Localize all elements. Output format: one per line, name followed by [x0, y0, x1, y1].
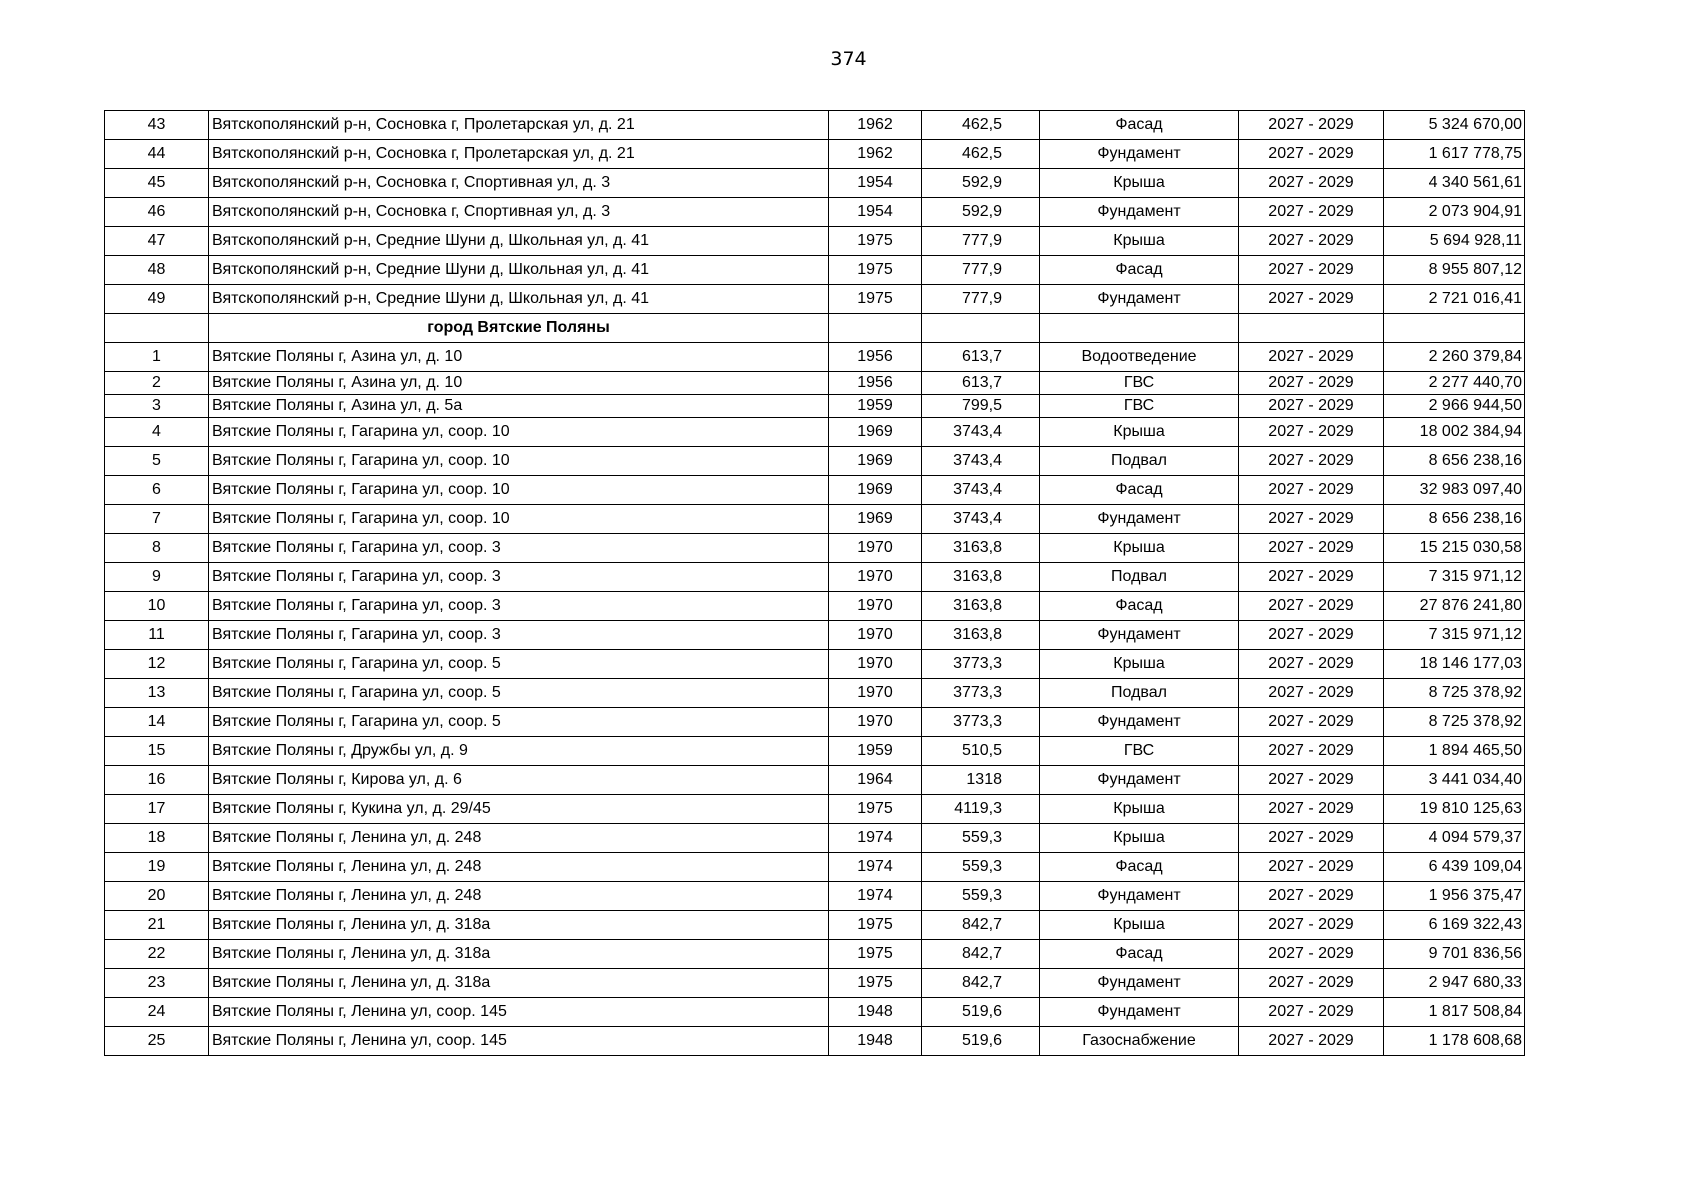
row-build-year: 1956 [829, 343, 922, 372]
row-number: 25 [105, 1027, 209, 1056]
table-row [105, 343, 1525, 372]
row-area: 4119,3 [922, 795, 1040, 824]
row-work-type: Фасад [1040, 853, 1239, 882]
row-work-type: ГВС [1040, 372, 1239, 395]
row-address: Вятские Поляны г, Ленина ул, д. 318а [209, 969, 829, 998]
row-work-type: Газоснабжение [1040, 1027, 1239, 1056]
row-cost: 7 315 971,12 [1384, 621, 1525, 650]
row-period: 2027 - 2029 [1239, 882, 1384, 911]
row-number: 47 [105, 227, 209, 256]
row-cost: 8 955 807,12 [1384, 256, 1525, 285]
table-row [105, 998, 1525, 1027]
table-row [105, 621, 1525, 650]
row-cost: 19 810 125,63 [1384, 795, 1525, 824]
row-number: 43 [105, 111, 209, 140]
table-row [105, 395, 1525, 418]
section-title: город Вятские Поляны [209, 314, 829, 343]
row-work-type: Крыша [1040, 169, 1239, 198]
row-period: 2027 - 2029 [1239, 679, 1384, 708]
row-area: 3163,8 [922, 563, 1040, 592]
row-area: 799,5 [922, 395, 1040, 418]
table-row [105, 111, 1525, 140]
row-build-year: 1970 [829, 650, 922, 679]
row-number: 18 [105, 824, 209, 853]
row-number: 1 [105, 343, 209, 372]
table-row [105, 372, 1525, 395]
row-cost: 2 947 680,33 [1384, 969, 1525, 998]
row-work-type: Крыша [1040, 650, 1239, 679]
row-period: 2027 - 2029 [1239, 285, 1384, 314]
row-address: Вятские Поляны г, Азина ул, д. 10 [209, 372, 829, 395]
row-build-year: 1975 [829, 940, 922, 969]
table-body [105, 111, 1525, 1056]
row-address: Вятские Поляны г, Ленина ул, соор. 145 [209, 998, 829, 1027]
row-address: Вятские Поляны г, Кирова ул, д. 6 [209, 766, 829, 795]
row-period: 2027 - 2029 [1239, 824, 1384, 853]
row-area: 3773,3 [922, 708, 1040, 737]
row-work-type: Фундамент [1040, 882, 1239, 911]
row-address: Вятские Поляны г, Кукина ул, д. 29/45 [209, 795, 829, 824]
row-number: 14 [105, 708, 209, 737]
table-row [105, 940, 1525, 969]
row-build-year: 1969 [829, 418, 922, 447]
row-period: 2027 - 2029 [1239, 198, 1384, 227]
row-address: Вятские Поляны г, Гагарина ул, соор. 5 [209, 650, 829, 679]
row-address: Вятские Поляны г, Дружбы ул, д. 9 [209, 737, 829, 766]
row-address: Вятские Поляны г, Гагарина ул, соор. 10 [209, 418, 829, 447]
row-address: Вятские Поляны г, Ленина ул, соор. 145 [209, 1027, 829, 1056]
row-build-year: 1962 [829, 111, 922, 140]
row-number: 8 [105, 534, 209, 563]
table-row [105, 169, 1525, 198]
row-period: 2027 - 2029 [1239, 766, 1384, 795]
row-work-type: Фундамент [1040, 505, 1239, 534]
row-build-year: 1969 [829, 476, 922, 505]
section-header-row [105, 314, 1525, 343]
row-cost: 5 324 670,00 [1384, 111, 1525, 140]
row-cost: 2 073 904,91 [1384, 198, 1525, 227]
row-build-year: 1969 [829, 447, 922, 476]
row-cost: 18 146 177,03 [1384, 650, 1525, 679]
row-address: Вятскополянский р-н, Сосновка г, Пролетарская ул, д. 21 [209, 140, 829, 169]
row-build-year: 1974 [829, 882, 922, 911]
table-row [105, 1027, 1525, 1056]
row-cost: 2 260 379,84 [1384, 343, 1525, 372]
table-row [105, 592, 1525, 621]
row-period: 2027 - 2029 [1239, 621, 1384, 650]
row-address: Вятские Поляны г, Гагарина ул, соор. 3 [209, 534, 829, 563]
row-cost: 2 721 016,41 [1384, 285, 1525, 314]
row-cost: 27 876 241,80 [1384, 592, 1525, 621]
row-work-type: Подвал [1040, 447, 1239, 476]
row-period: 2027 - 2029 [1239, 111, 1384, 140]
row-period: 2027 - 2029 [1239, 169, 1384, 198]
table-row [105, 969, 1525, 998]
row-area: 3163,8 [922, 621, 1040, 650]
row-number: 20 [105, 882, 209, 911]
row-work-type: Фасад [1040, 256, 1239, 285]
row-cost: 9 701 836,56 [1384, 940, 1525, 969]
row-address: Вятскополянский р-н, Сосновка г, Спортивная ул, д. 3 [209, 169, 829, 198]
row-address: Вятские Поляны г, Гагарина ул, соор. 3 [209, 621, 829, 650]
row-number: 45 [105, 169, 209, 198]
row-number: 5 [105, 447, 209, 476]
row-work-type: Фундамент [1040, 998, 1239, 1027]
row-address: Вятские Поляны г, Гагарина ул, соор. 10 [209, 476, 829, 505]
row-cost: 6 169 322,43 [1384, 911, 1525, 940]
row-period: 2027 - 2029 [1239, 795, 1384, 824]
row-address: Вятскополянский р-н, Сосновка г, Спортивная ул, д. 3 [209, 198, 829, 227]
row-address: Вятские Поляны г, Ленина ул, д. 318а [209, 940, 829, 969]
row-build-year: 1954 [829, 198, 922, 227]
row-number: 49 [105, 285, 209, 314]
row-build-year: 1954 [829, 169, 922, 198]
table-row [105, 737, 1525, 766]
row-period: 2027 - 2029 [1239, 227, 1384, 256]
row-number: 4 [105, 418, 209, 447]
row-work-type: Крыша [1040, 824, 1239, 853]
row-period: 2027 - 2029 [1239, 563, 1384, 592]
row-cost: 8 725 378,92 [1384, 679, 1525, 708]
row-number: 19 [105, 853, 209, 882]
table-row [105, 795, 1525, 824]
row-work-type: Фундамент [1040, 969, 1239, 998]
row-area: 559,3 [922, 824, 1040, 853]
row-address: Вятскополянский р-н, Средние Шуни д, Школьная ул, д. 41 [209, 227, 829, 256]
row-cost: 1 894 465,50 [1384, 737, 1525, 766]
row-period: 2027 - 2029 [1239, 708, 1384, 737]
table-row [105, 824, 1525, 853]
row-period [1239, 314, 1384, 343]
row-cost: 4 340 561,61 [1384, 169, 1525, 198]
row-area: 613,7 [922, 343, 1040, 372]
row-build-year: 1975 [829, 969, 922, 998]
row-number: 23 [105, 969, 209, 998]
table-row [105, 650, 1525, 679]
row-build-year: 1956 [829, 372, 922, 395]
row-number: 24 [105, 998, 209, 1027]
row-number: 16 [105, 766, 209, 795]
row-cost: 6 439 109,04 [1384, 853, 1525, 882]
row-work-type: Крыша [1040, 911, 1239, 940]
row-period: 2027 - 2029 [1239, 998, 1384, 1027]
row-address: Вятские Поляны г, Гагарина ул, соор. 3 [209, 563, 829, 592]
row-work-type: Крыша [1040, 795, 1239, 824]
row-number: 21 [105, 911, 209, 940]
row-number: 44 [105, 140, 209, 169]
row-work-type: ГВС [1040, 737, 1239, 766]
table-row [105, 911, 1525, 940]
row-work-type: Фундамент [1040, 766, 1239, 795]
row-period: 2027 - 2029 [1239, 969, 1384, 998]
row-number: 10 [105, 592, 209, 621]
row-address: Вятскополянский р-н, Средние Шуни д, Школьная ул, д. 41 [209, 256, 829, 285]
row-number: 9 [105, 563, 209, 592]
table-row [105, 256, 1525, 285]
row-period: 2027 - 2029 [1239, 940, 1384, 969]
row-address: Вятскополянский р-н, Средние Шуни д, Школьная ул, д. 41 [209, 285, 829, 314]
table-row [105, 227, 1525, 256]
row-period: 2027 - 2029 [1239, 911, 1384, 940]
row-number: 46 [105, 198, 209, 227]
row-address: Вятские Поляны г, Азина ул, д. 10 [209, 343, 829, 372]
row-address: Вятскополянский р-н, Сосновка г, Пролетарская ул, д. 21 [209, 111, 829, 140]
row-period: 2027 - 2029 [1239, 737, 1384, 766]
row-build-year: 1964 [829, 766, 922, 795]
row-period: 2027 - 2029 [1239, 447, 1384, 476]
row-cost: 8 656 238,16 [1384, 505, 1525, 534]
row-area: 842,7 [922, 969, 1040, 998]
page-number: 374 [830, 48, 867, 70]
row-area: 3743,4 [922, 447, 1040, 476]
row-work-type: Фундамент [1040, 285, 1239, 314]
row-area: 613,7 [922, 372, 1040, 395]
row-number: 22 [105, 940, 209, 969]
row-area: 559,3 [922, 882, 1040, 911]
row-build-year: 1970 [829, 563, 922, 592]
row-period: 2027 - 2029 [1239, 395, 1384, 418]
row-area: 462,5 [922, 140, 1040, 169]
row-address: Вятские Поляны г, Гагарина ул, соор. 3 [209, 592, 829, 621]
row-address: Вятские Поляны г, Ленина ул, д. 248 [209, 882, 829, 911]
row-area: 510,5 [922, 737, 1040, 766]
row-work-type: ГВС [1040, 395, 1239, 418]
row-number: 48 [105, 256, 209, 285]
table-row [105, 766, 1525, 795]
row-period: 2027 - 2029 [1239, 140, 1384, 169]
row-work-type: Фундамент [1040, 140, 1239, 169]
row-cost: 1 178 608,68 [1384, 1027, 1525, 1056]
row-build-year: 1948 [829, 998, 922, 1027]
row-cost: 15 215 030,58 [1384, 534, 1525, 563]
row-build-year: 1969 [829, 505, 922, 534]
row-cost: 32 983 097,40 [1384, 476, 1525, 505]
row-area: 462,5 [922, 111, 1040, 140]
row-number: 11 [105, 621, 209, 650]
row-work-type: Фасад [1040, 111, 1239, 140]
row-area: 842,7 [922, 911, 1040, 940]
row-area: 842,7 [922, 940, 1040, 969]
table-row [105, 882, 1525, 911]
row-area: 3163,8 [922, 592, 1040, 621]
row-number: 17 [105, 795, 209, 824]
table-row [105, 418, 1525, 447]
row-number: 7 [105, 505, 209, 534]
row-area: 777,9 [922, 285, 1040, 314]
row-address: Вятские Поляны г, Азина ул, д. 5а [209, 395, 829, 418]
table-row [105, 505, 1525, 534]
row-period: 2027 - 2029 [1239, 853, 1384, 882]
table-row [105, 563, 1525, 592]
row-work-type [1040, 314, 1239, 343]
row-cost: 7 315 971,12 [1384, 563, 1525, 592]
row-period: 2027 - 2029 [1239, 650, 1384, 679]
row-work-type: Крыша [1040, 227, 1239, 256]
row-area: 777,9 [922, 227, 1040, 256]
row-period: 2027 - 2029 [1239, 372, 1384, 395]
row-address: Вятские Поляны г, Гагарина ул, соор. 5 [209, 708, 829, 737]
row-work-type: Подвал [1040, 563, 1239, 592]
row-build-year: 1948 [829, 1027, 922, 1056]
row-number: 12 [105, 650, 209, 679]
row-area: 3773,3 [922, 679, 1040, 708]
row-address: Вятские Поляны г, Гагарина ул, соор. 5 [209, 679, 829, 708]
row-work-type: Фундамент [1040, 708, 1239, 737]
row-cost: 4 094 579,37 [1384, 824, 1525, 853]
table-row [105, 708, 1525, 737]
row-build-year: 1975 [829, 911, 922, 940]
row-area [922, 314, 1040, 343]
row-build-year: 1975 [829, 285, 922, 314]
row-work-type: Подвал [1040, 679, 1239, 708]
row-period: 2027 - 2029 [1239, 418, 1384, 447]
row-work-type: Фундамент [1040, 198, 1239, 227]
row-build-year: 1975 [829, 256, 922, 285]
row-build-year: 1975 [829, 227, 922, 256]
row-period: 2027 - 2029 [1239, 1027, 1384, 1056]
table-row [105, 447, 1525, 476]
row-cost: 3 441 034,40 [1384, 766, 1525, 795]
row-cost: 8 725 378,92 [1384, 708, 1525, 737]
row-number [105, 314, 209, 343]
row-area: 3743,4 [922, 505, 1040, 534]
row-work-type: Фасад [1040, 592, 1239, 621]
row-area: 3163,8 [922, 534, 1040, 563]
row-cost: 1 617 778,75 [1384, 140, 1525, 169]
row-cost [1384, 314, 1525, 343]
row-cost: 18 002 384,94 [1384, 418, 1525, 447]
table-row [105, 853, 1525, 882]
row-area: 1318 [922, 766, 1040, 795]
row-period: 2027 - 2029 [1239, 505, 1384, 534]
row-cost: 1 817 508,84 [1384, 998, 1525, 1027]
row-address: Вятские Поляны г, Гагарина ул, соор. 10 [209, 505, 829, 534]
row-work-type: Фасад [1040, 940, 1239, 969]
row-work-type: Фундамент [1040, 621, 1239, 650]
row-cost: 2 966 944,50 [1384, 395, 1525, 418]
row-area: 3743,4 [922, 418, 1040, 447]
row-cost: 8 656 238,16 [1384, 447, 1525, 476]
repair-registry-table [104, 110, 1525, 1056]
row-work-type: Фасад [1040, 476, 1239, 505]
row-build-year: 1974 [829, 853, 922, 882]
row-number: 3 [105, 395, 209, 418]
row-cost: 1 956 375,47 [1384, 882, 1525, 911]
row-build-year: 1970 [829, 621, 922, 650]
row-period: 2027 - 2029 [1239, 592, 1384, 621]
row-address: Вятские Поляны г, Ленина ул, д. 248 [209, 824, 829, 853]
row-area: 519,6 [922, 998, 1040, 1027]
row-number: 2 [105, 372, 209, 395]
row-number: 6 [105, 476, 209, 505]
row-build-year: 1959 [829, 737, 922, 766]
row-number: 15 [105, 737, 209, 766]
row-number: 13 [105, 679, 209, 708]
row-period: 2027 - 2029 [1239, 343, 1384, 372]
row-work-type: Крыша [1040, 534, 1239, 563]
row-area: 559,3 [922, 853, 1040, 882]
row-address: Вятские Поляны г, Ленина ул, д. 248 [209, 853, 829, 882]
table-row [105, 140, 1525, 169]
row-area: 3773,3 [922, 650, 1040, 679]
row-cost: 2 277 440,70 [1384, 372, 1525, 395]
row-period: 2027 - 2029 [1239, 476, 1384, 505]
row-build-year: 1974 [829, 824, 922, 853]
table-row [105, 534, 1525, 563]
row-work-type: Крыша [1040, 418, 1239, 447]
row-area: 592,9 [922, 169, 1040, 198]
row-build-year: 1962 [829, 140, 922, 169]
table-row [105, 285, 1525, 314]
row-period: 2027 - 2029 [1239, 256, 1384, 285]
row-build-year: 1959 [829, 395, 922, 418]
row-address: Вятские Поляны г, Гагарина ул, соор. 10 [209, 447, 829, 476]
row-work-type: Водоотведение [1040, 343, 1239, 372]
row-area: 777,9 [922, 256, 1040, 285]
row-build-year: 1970 [829, 592, 922, 621]
row-build-year: 1970 [829, 708, 922, 737]
row-period: 2027 - 2029 [1239, 534, 1384, 563]
row-address: Вятские Поляны г, Ленина ул, д. 318а [209, 911, 829, 940]
row-area: 519,6 [922, 1027, 1040, 1056]
table-row [105, 679, 1525, 708]
row-area: 592,9 [922, 198, 1040, 227]
table-row [105, 476, 1525, 505]
table-row [105, 198, 1525, 227]
row-build-year [829, 314, 922, 343]
row-build-year: 1975 [829, 795, 922, 824]
row-build-year: 1970 [829, 679, 922, 708]
row-build-year: 1970 [829, 534, 922, 563]
row-cost: 5 694 928,11 [1384, 227, 1525, 256]
row-area: 3743,4 [922, 476, 1040, 505]
